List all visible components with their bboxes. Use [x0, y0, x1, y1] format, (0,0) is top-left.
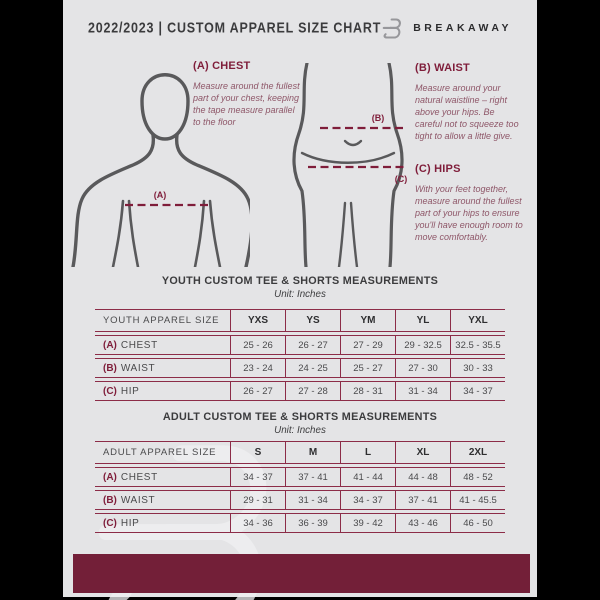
- row-name-label: HIP: [120, 517, 140, 529]
- size-column-header: YXL: [450, 310, 505, 331]
- table-row: [95, 358, 505, 378]
- table-row: [95, 513, 505, 533]
- measurement-value-cell: 31 - 34: [285, 491, 340, 509]
- measurement-value-cell: 34 - 37: [230, 468, 285, 486]
- row-name-label: HIP: [120, 385, 140, 397]
- size-column-header: L: [340, 442, 395, 463]
- hips-heading: (C) HIPS: [415, 163, 461, 175]
- row-key-label: (B): [103, 362, 117, 374]
- measurement-value-cell: 26 - 27: [285, 336, 340, 354]
- measurement-value-cell: 24 - 25: [285, 359, 340, 377]
- row-key-label: (A): [103, 339, 117, 351]
- row-label-cell: [95, 359, 230, 377]
- size-column-header: YS: [285, 310, 340, 331]
- table-header-row: [95, 309, 505, 332]
- header: [63, 16, 537, 40]
- measurement-value-cell: 26 - 27: [230, 382, 285, 400]
- row-key-label: (B): [103, 494, 117, 506]
- chest-description: Measure around the fullest part of your chest, keeping the tape measure parallel to the floor: [193, 81, 300, 127]
- measurement-value-cell: 27 - 29: [340, 336, 395, 354]
- apparel-size-label: ADULT APPAREL SIZE: [103, 447, 217, 458]
- row-label-cell: [95, 382, 230, 400]
- row-name-label: WAIST: [120, 362, 156, 374]
- measurement-value-cell: 37 - 41: [395, 491, 450, 509]
- apparel-size-header-cell: [95, 442, 230, 463]
- table-row: [95, 381, 505, 401]
- row-label-cell: [95, 468, 230, 486]
- measurement-value-cell: 43 - 46: [395, 514, 450, 532]
- measurement-value-cell: 29 - 31: [230, 491, 285, 509]
- size-chart-page: [63, 0, 537, 597]
- measurement-value-cell: 39 - 42: [340, 514, 395, 532]
- measurement-value-cell: 25 - 26: [230, 336, 285, 354]
- waist-line-label: (B): [371, 113, 385, 123]
- footer-bar: [73, 554, 530, 593]
- size-column-header: M: [285, 442, 340, 463]
- table-row: [95, 335, 505, 355]
- apparel-size-label: YOUTH APPAREL SIZE: [103, 315, 220, 326]
- youth-table-unit: Unit: Inches: [274, 289, 326, 300]
- row-key-label: (C): [103, 385, 117, 397]
- chest-heading: (A) CHEST: [193, 60, 251, 72]
- size-column-header: YXS: [230, 310, 285, 331]
- table-row: [95, 467, 505, 487]
- brand-name: BREAKAWAY: [413, 22, 512, 34]
- size-column-header: YL: [395, 310, 450, 331]
- lower-body-figure: [283, 63, 415, 267]
- chest-line-label: (A): [153, 190, 167, 200]
- measurement-value-cell: 41 - 44: [340, 468, 395, 486]
- row-label-cell: [95, 491, 230, 509]
- page-title: 2022/2023 | CUSTOM APPAREL SIZE CHART: [88, 19, 382, 37]
- row-name-label: WAIST: [120, 494, 156, 506]
- hips-instructions: [415, 163, 527, 243]
- measurement-value-cell: 31 - 34: [395, 382, 450, 400]
- waist-description: Measure around your natural waistline – right above your hips. Be careful not to squeeze too tight to allow a little give.: [415, 83, 519, 141]
- measurement-value-cell: 41 - 45.5: [450, 491, 505, 509]
- size-column-header: XL: [395, 442, 450, 463]
- measurement-value-cell: 44 - 48: [395, 468, 450, 486]
- measurement-value-cell: 28 - 31: [340, 382, 395, 400]
- size-column-header: YM: [340, 310, 395, 331]
- measurement-value-cell: 34 - 37: [450, 382, 505, 400]
- measurement-value-cell: 34 - 36: [230, 514, 285, 532]
- adult-table-unit: Unit: Inches: [274, 425, 326, 436]
- apparel-size-header-cell: [95, 310, 230, 331]
- measurement-value-cell: 34 - 37: [340, 491, 395, 509]
- measurement-value-cell: 27 - 28: [285, 382, 340, 400]
- measurement-value-cell: 25 - 27: [340, 359, 395, 377]
- hips-line-label: (C): [394, 174, 408, 184]
- measurement-value-cell: 30 - 33: [450, 359, 505, 377]
- youth-table-title: YOUTH CUSTOM TEE & SHORTS MEASUREMENTS: [161, 275, 439, 287]
- table-header-row: [95, 441, 505, 464]
- adult-size-table: [95, 441, 505, 536]
- measurement-value-cell: 23 - 24: [230, 359, 285, 377]
- row-key-label: (C): [103, 517, 117, 529]
- waist-heading: (B) WAIST: [415, 62, 470, 74]
- row-label-cell: [95, 514, 230, 532]
- hips-description: With your feet together, measure around the fullest part of your hips to ensure you'll have enough room to move comfortably.: [415, 184, 523, 242]
- table-row: [95, 490, 505, 510]
- row-key-label: (A): [103, 471, 117, 483]
- waist-instructions: [415, 62, 523, 142]
- measurement-value-cell: 37 - 41: [285, 468, 340, 486]
- measurement-value-cell: 32.5 - 35.5: [450, 336, 505, 354]
- row-name-label: CHEST: [120, 339, 158, 351]
- size-column-header: S: [230, 442, 285, 463]
- measurement-value-cell: 36 - 39: [285, 514, 340, 532]
- row-label-cell: [95, 336, 230, 354]
- breakaway-b-logo-icon: [381, 16, 405, 40]
- youth-size-table: [95, 309, 505, 404]
- size-column-header: 2XL: [450, 442, 505, 463]
- measurement-value-cell: 46 - 50: [450, 514, 505, 532]
- measurement-value-cell: 48 - 52: [450, 468, 505, 486]
- adult-table-title: ADULT CUSTOM TEE & SHORTS MEASUREMENTS: [162, 411, 438, 423]
- row-name-label: CHEST: [120, 471, 158, 483]
- brand-lockup: [381, 16, 512, 40]
- chest-instructions: [193, 60, 301, 128]
- measurement-value-cell: 27 - 30: [395, 359, 450, 377]
- measurement-value-cell: 29 - 32.5: [395, 336, 450, 354]
